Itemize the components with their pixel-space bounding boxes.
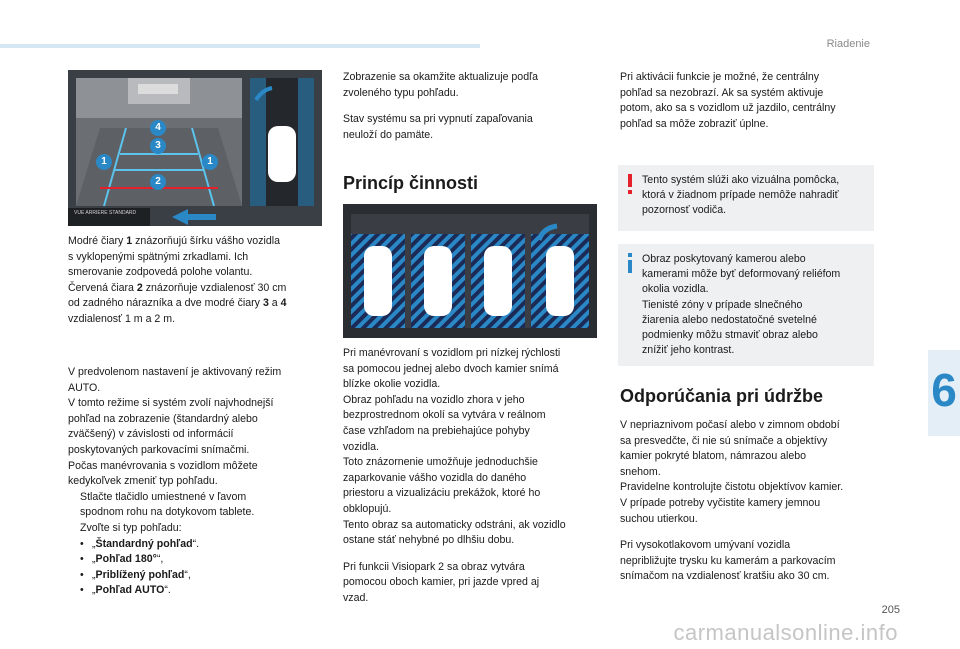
section-title: Riadenie [826,38,870,50]
column-1 [68,234,324,339]
step-select-view: Zvoľte si typ pohľadu: [80,521,182,534]
column-3 [620,70,876,143]
info-icon [624,253,636,273]
visiopark-paragraph: Pri funkcii Visiopark 2 sa obraz vytvára pomocou oboch kamier, pri jazde vpred aj vzad. [343,560,540,604]
top-view-figure [343,204,597,338]
callout-4: 4 [150,120,166,136]
view-update-paragraph: Zobrazenie sa okamžite aktualizuje podľa zvoleného typu pohľadu. [343,71,539,99]
warning-note: Tento systém slúži ako vizuálna pomôcka, ktorá v žiadnom prípade nemôže nahradiť pozornosť vodiča. [618,165,874,231]
auto-mode-paragraph: V predvolenom nastavení je aktivovaný režim AUTO. V tomto režime si systém zvolí najvhodnejší pohľad na zobrazenie (štandardný alebo zväčšený) v závislosti od informácií poskytovaných parkovacími snímačmi. Počas manévrovania s vozidlom môžete kedykoľvek zmeniť typ pohľadu. Stlačte tlačidlo umiestnené v ľavom spodnom rohu na dotykovom tablete. Zvoľte si typ pohľadu: • „Štandardný pohľad“. • „Pohľad 180°“, • „Priblížený pohľad“, • „Pohľad AUTO“. [68,365,324,599]
callout-3: 3 [150,138,166,154]
callout-2: 2 [150,174,166,190]
column-2 [343,70,599,154]
step-press-button: Stlačte tlačidlo umiestnené v ľavom [80,490,247,503]
header-bar [0,44,480,48]
column-2-lower [343,346,601,618]
column-1-lower [68,365,324,599]
column-3-lower [620,418,882,596]
screen-caption: VUE ARRIERE STANDARD [74,210,137,216]
pressure-wash-paragraph: Pri vysokotlakovom umývaní vozidla nepribližujte trysku ku kamerám a parkovacím snímačom na vzdialenosť kratšiu ako 30 cm. [620,539,836,583]
rear-camera-figure [68,70,322,226]
ignition-paragraph: Stav systému sa pri vypnutí zapaľovania neuloží do pamäte. [343,113,533,141]
heading-principle: Princíp činnosti [343,173,479,193]
page-number: 205 [881,604,900,616]
chapter-tab [928,350,960,436]
callout-1-left: 1 [96,154,112,170]
weather-paragraph: V nepriaznivom počasí alebo v zimnom období sa presvedčte, či nie sú snímače a objektívy kamier pokryté blatom, námrazou alebo snehom. Pravidelne kontrolujte čistotu objektívov kamier. V prípade potreby vyčistite kamery jemnou suchou utierkou. [620,419,844,525]
watermark: carmanualsonline.info [673,620,898,645]
parking-top-view-illustration [343,204,597,338]
view-option-auto: • „Pohľad AUTO“. [80,584,171,597]
operation-paragraph: Pri manévrovaní s vozidlom pri nízkej rýchlosti sa pomocou jednej alebo dvoch kamier snímá blízke okolie vozidla. Obraz pohľadu na vozidlo zhora v jeho bezprostrednom okolí sa vytvára v reálnom čase vzhľadom na prebiehajúce pohyby vozidla. Toto znázornenie umožňuje jednoduchšie zaparkovanie vášho vozidla do daného priestoru a vizualizáciu prekážok, ktoré ho obklopujú. Tento obraz sa automaticky odstráni, ak vozidlo ostane stáť nehybné po dlhšiu dobu. [343,347,566,547]
exclamation-icon [624,174,636,194]
view-option-zoom: • „Priblížený pohľad“, [80,568,191,581]
view-option-standard: • „Štandardný pohľad“. [80,537,200,550]
info-note: Obraz poskytovaný kamerou alebo kamerami môže byť deformovaný reliéfom okolia vozidla. Tienisté zóny v prípade slnečného žiarenia alebo nedostatočné svetelné podmienky môžu stmaviť obraz alebo znížiť jeho kontrast. [618,244,874,366]
heading-maintenance: Odporúčania pri údržbe [620,386,824,406]
callout-1-right: 1 [202,154,218,170]
view-option-180: • „Pohľad 180°“, [80,553,164,566]
rear-camera-illustration [68,70,322,226]
activation-paragraph: Pri aktivácii funkcie je možné, že centrálny pohľad sa nezobrazí. Ak sa systém aktivuje potom, ako sa s vozidlom už jazdilo, centrálny pohľad sa môže zobraziť úplne. [620,71,836,130]
lines-description: Modré čiary 1 znázorňujú šírku vášho vozidla s vyklopenými spätnými zrkadlami. Ich smerovanie zodpovedá polohe volantu. Červená čiara 2 znázorňuje vzdialenosť 30 cm od zadného nárazníka a dve modré čiary 3 a 4 vzdialenosť 1 m a 2 m. [68,235,287,325]
chapter-number: 6 [931,364,957,416]
